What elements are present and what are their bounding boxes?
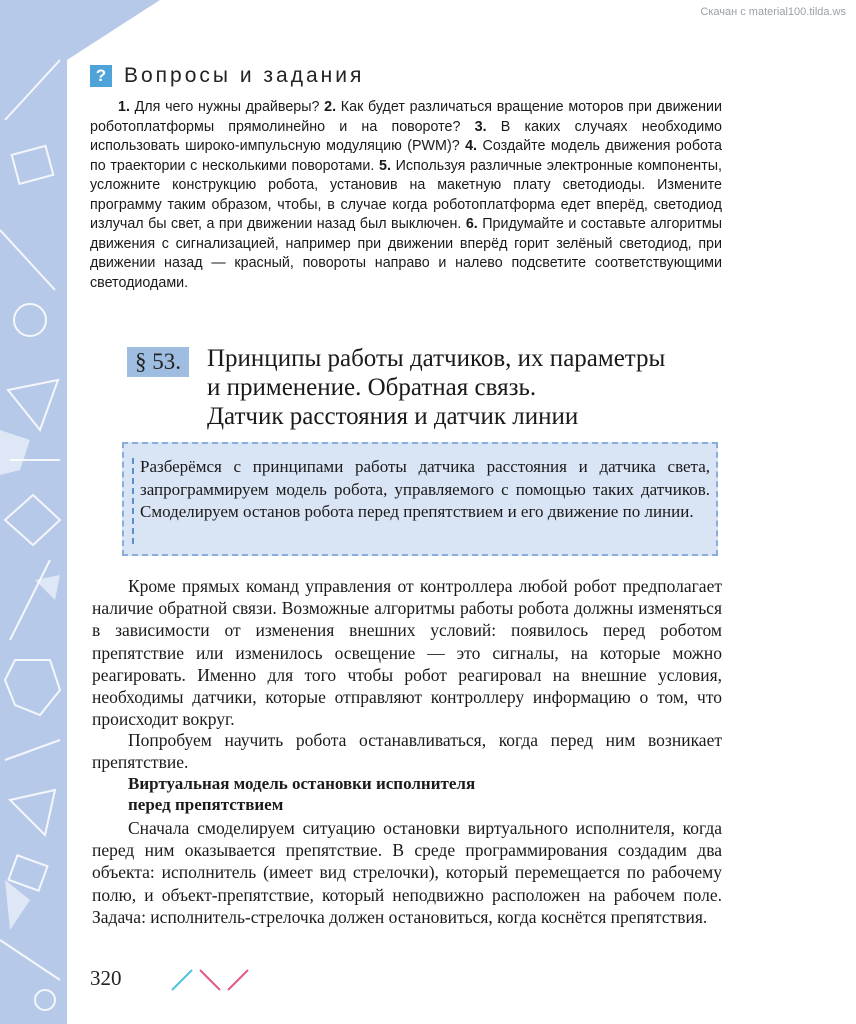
question-number: 6. [465, 216, 478, 232]
questions-list [90, 98, 722, 293]
intro-text: Разберёмся с принципами работы датчика расстояния и датчика света, запрограммируем модель робота, управляемого с помощью таких датчиков. Смоделируем останов робота перед препятствием и его движение по линии. [140, 457, 710, 521]
body-paragraph: Кроме прямых команд управления от контроллера любой робот предполагает наличие обратной связи. Возможные алгоритмы работы робота должны изменяться в зависимости от изменения внешних условий: появилось перед роботом препятствие или изменилось освещение — это сигналы, на которые можно реагировать. Именно для того чтобы робот реагировал на внешние условия, необходимы датчики, которые отправляют контроллеру информацию о том, что происходит вокруг. [92, 576, 722, 730]
intro-marker [132, 458, 134, 544]
questions-title: Вопросы и задания [124, 64, 365, 87]
geometric-pattern-icon [0, 0, 67, 1024]
question-mark-icon: ? [90, 65, 112, 87]
decorative-lines-icon [170, 968, 260, 992]
question-text: Создайте модель движения робота по траектории с несколькими поворотами. [90, 138, 722, 174]
question-number: 1. [118, 99, 130, 115]
body-paragraph: Попробуем научить робота останавливаться, когда перед ним возникает препятствие. [92, 730, 722, 773]
body-paragraph: Сначала смоделируем ситуацию остановки виртуального исполнителя, когда перед ним оказывается препятствие. В среде программирования создадим два объекта: исполнитель (имеет вид стрелочки), который перемещается по рабочему полю, и объект-препятствие, который неподвижно расположен на рабочем поле. Задача: исполнитель-стрелочка должен остановиться, когда коснётся препятствия. [92, 818, 722, 927]
question-number: 5. [379, 157, 391, 174]
question-text: Используя различные электронные компоненты, усложните конструкцию робота, установив на макетную плату светодиоды. Измените программу таким образом, чтобы, в случае когда роботоплатформа едет вперёд, светодиод излучал бы свет, а при движении назад был выключен. [90, 157, 722, 232]
section-title [207, 344, 767, 431]
section-title-line: и применение. Обратная связь. [207, 374, 537, 401]
questions-heading [90, 62, 364, 90]
watermark: Скачан с material100.tilda.ws [700, 6, 846, 18]
intro-box [122, 442, 718, 556]
question-number: 3. [474, 118, 487, 135]
subheading [128, 773, 688, 815]
decorative-sidebar [0, 0, 67, 1024]
question-number: 4. [465, 138, 478, 154]
subheading-line: Виртуальная модель остановки исполнителя [128, 774, 476, 793]
question-text: Как будет различаться вращение моторов при движении роботоплатформы прямолинейно и на повороте? [90, 99, 722, 135]
section-number: § 53. [127, 347, 189, 377]
question-number: 2. [324, 99, 337, 115]
page-number: 320 [90, 966, 122, 990]
question-text: Придумайте и составьте алгоритмы движения с сигнализацией, например при движении вперёд горит зелёный светодиод, при движении назад — красный, повороты направо и налево подсветите соответствующими светодиодами. [90, 216, 722, 291]
subheading-line: перед препятствием [128, 795, 284, 814]
question-text: В каких случаях необходимо использовать широко-импульсную модуляцию (PWM)? [90, 118, 722, 154]
section-title-line: Датчик расстояния и датчик линии [207, 403, 579, 430]
corner-triangle [0, 0, 160, 70]
section-title-line: Принципы работы датчиков, их параметры [207, 345, 666, 372]
question-text: Для чего нужны драйверы? [129, 99, 325, 115]
